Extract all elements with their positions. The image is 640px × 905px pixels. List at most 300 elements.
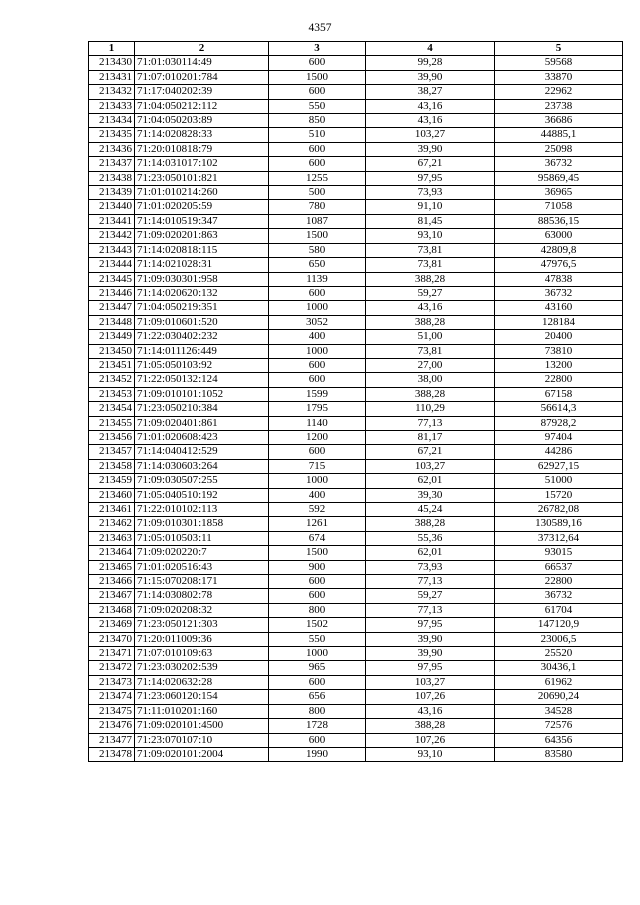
table-cell-col-3: 600 [269, 157, 366, 171]
table-cell-col-2: 71:05:040510:192 [135, 488, 269, 502]
table-cell-col-5: 95869,45 [495, 171, 623, 185]
table-cell-col-4: 39,90 [366, 70, 495, 84]
table-cell-col-5: 22800 [495, 373, 623, 387]
table-row [89, 387, 623, 401]
table-cell-col-1: 213458 [89, 459, 135, 473]
table-row [89, 575, 623, 589]
table-cell-col-2: 71:23:030202:539 [135, 661, 269, 675]
table-cell-col-4: 103,27 [366, 675, 495, 689]
table-row [89, 258, 623, 272]
table-cell-col-4: 388,28 [366, 387, 495, 401]
table-row [89, 560, 623, 574]
table-cell-col-3: 1728 [269, 719, 366, 733]
table-row [89, 56, 623, 70]
table-cell-col-5: 71058 [495, 200, 623, 214]
table-cell-col-1: 213431 [89, 70, 135, 84]
table-cell-col-1: 213455 [89, 416, 135, 430]
table-cell-col-3: 674 [269, 531, 366, 545]
table-cell-col-2: 71:23:050210:384 [135, 402, 269, 416]
table-row [89, 70, 623, 84]
table-cell-col-3: 600 [269, 675, 366, 689]
table-cell-col-4: 107,26 [366, 690, 495, 704]
table-cell-col-5: 20690,24 [495, 690, 623, 704]
table-cell-col-1: 213475 [89, 704, 135, 718]
table-row [89, 719, 623, 733]
table-cell-col-3: 510 [269, 128, 366, 142]
table-cell-col-5: 72576 [495, 719, 623, 733]
table-row [89, 618, 623, 632]
table-cell-col-1: 213463 [89, 531, 135, 545]
table-cell-col-1: 213468 [89, 603, 135, 617]
table-cell-col-1: 213439 [89, 186, 135, 200]
table-cell-col-5: 36732 [495, 157, 623, 171]
table-cell-col-4: 73,81 [366, 344, 495, 358]
table-row [89, 531, 623, 545]
table-cell-col-4: 73,81 [366, 258, 495, 272]
table-row [89, 402, 623, 416]
table-cell-col-3: 1000 [269, 344, 366, 358]
table-cell-col-3: 500 [269, 186, 366, 200]
table-cell-col-3: 550 [269, 632, 366, 646]
table-cell-col-4: 67,21 [366, 445, 495, 459]
column-header-3: 3 [269, 42, 366, 56]
table-cell-col-4: 45,24 [366, 503, 495, 517]
table-row [89, 474, 623, 488]
table-cell-col-5: 22962 [495, 85, 623, 99]
table-cell-col-3: 400 [269, 488, 366, 502]
table-cell-col-5: 56614,3 [495, 402, 623, 416]
table-cell-col-5: 23006,5 [495, 632, 623, 646]
table-row [89, 301, 623, 315]
table-cell-col-2: 71:14:010519:347 [135, 214, 269, 228]
table-row [89, 416, 623, 430]
table-cell-col-3: 1500 [269, 229, 366, 243]
table-cell-col-4: 67,21 [366, 157, 495, 171]
table-cell-col-5: 44885,1 [495, 128, 623, 142]
table-cell-col-2: 71:04:050219:351 [135, 301, 269, 315]
table-cell-col-4: 39,90 [366, 632, 495, 646]
table-cell-col-1: 213433 [89, 99, 135, 113]
table-cell-col-5: 147120,9 [495, 618, 623, 632]
table-cell-col-1: 213473 [89, 675, 135, 689]
table-cell-col-3: 650 [269, 258, 366, 272]
table-cell-col-4: 110,29 [366, 402, 495, 416]
table-cell-col-2: 71:09:020201:863 [135, 229, 269, 243]
table-cell-col-1: 213450 [89, 344, 135, 358]
table-cell-col-1: 213449 [89, 330, 135, 344]
table-cell-col-4: 27,00 [366, 358, 495, 372]
table-row [89, 171, 623, 185]
table-cell-col-1: 213443 [89, 243, 135, 257]
table-cell-col-5: 34528 [495, 704, 623, 718]
table-cell-col-4: 99,28 [366, 56, 495, 70]
table-row [89, 603, 623, 617]
table-row [89, 330, 623, 344]
table-cell-col-2: 71:04:050203:89 [135, 114, 269, 128]
table-cell-col-3: 600 [269, 445, 366, 459]
table-cell-col-4: 59,27 [366, 286, 495, 300]
table-cell-col-2: 71:07:010201:784 [135, 70, 269, 84]
table-cell-col-4: 39,90 [366, 142, 495, 156]
table-cell-col-3: 1200 [269, 430, 366, 444]
table-cell-col-2: 71:09:030507:255 [135, 474, 269, 488]
table-row [89, 286, 623, 300]
table-cell-col-2: 71:09:010301:1858 [135, 517, 269, 531]
table-cell-col-1: 213447 [89, 301, 135, 315]
table-cell-col-3: 1795 [269, 402, 366, 416]
table-cell-col-1: 213474 [89, 690, 135, 704]
table-cell-col-5: 59568 [495, 56, 623, 70]
table-cell-col-1: 213461 [89, 503, 135, 517]
table-row [89, 229, 623, 243]
table-cell-col-3: 1000 [269, 647, 366, 661]
table-row [89, 488, 623, 502]
table-cell-col-3: 1000 [269, 474, 366, 488]
table-cell-col-4: 107,26 [366, 733, 495, 747]
table-cell-col-5: 47976,5 [495, 258, 623, 272]
table-cell-col-3: 1500 [269, 546, 366, 560]
table-row [89, 459, 623, 473]
table-cell-col-3: 1255 [269, 171, 366, 185]
table-cell-col-1: 213469 [89, 618, 135, 632]
table-cell-col-2: 71:14:020818:115 [135, 243, 269, 257]
table-cell-col-5: 97404 [495, 430, 623, 444]
table-cell-col-5: 67158 [495, 387, 623, 401]
table-cell-col-5: 22800 [495, 575, 623, 589]
table-row [89, 214, 623, 228]
table-cell-col-5: 47838 [495, 272, 623, 286]
table-cell-col-2: 71:01:020205:59 [135, 200, 269, 214]
table-row [89, 647, 623, 661]
table-cell-col-1: 213471 [89, 647, 135, 661]
table-header [89, 42, 623, 56]
table-cell-col-1: 213472 [89, 661, 135, 675]
table-cell-col-2: 71:14:011126:449 [135, 344, 269, 358]
table-cell-col-5: 61962 [495, 675, 623, 689]
table-row [89, 546, 623, 560]
table-row [89, 733, 623, 747]
table-cell-col-2: 71:04:050212:112 [135, 99, 269, 113]
table-cell-col-1: 213459 [89, 474, 135, 488]
table-row [89, 445, 623, 459]
table-cell-col-3: 600 [269, 733, 366, 747]
table-row [89, 85, 623, 99]
table-row [89, 373, 623, 387]
table-cell-col-5: 130589,16 [495, 517, 623, 531]
table-cell-col-2: 71:09:020220:7 [135, 546, 269, 560]
table-cell-col-4: 43,16 [366, 704, 495, 718]
table-cell-col-2: 71:22:030402:232 [135, 330, 269, 344]
table-cell-col-2: 71:14:031017:102 [135, 157, 269, 171]
table-cell-col-3: 600 [269, 286, 366, 300]
table-cell-col-3: 600 [269, 358, 366, 372]
table-row [89, 747, 623, 761]
table-cell-col-1: 213453 [89, 387, 135, 401]
table-cell-col-1: 213435 [89, 128, 135, 142]
table-row [89, 675, 623, 689]
table-cell-col-4: 93,10 [366, 747, 495, 761]
table-row [89, 358, 623, 372]
table-cell-col-2: 71:17:040202:39 [135, 85, 269, 99]
table-cell-col-2: 71:20:011009:36 [135, 632, 269, 646]
table-cell-col-4: 388,28 [366, 719, 495, 733]
table-row [89, 430, 623, 444]
table-cell-col-2: 71:14:030603:264 [135, 459, 269, 473]
table-cell-col-2: 71:14:021028:31 [135, 258, 269, 272]
table-cell-col-5: 83580 [495, 747, 623, 761]
table-cell-col-5: 25098 [495, 142, 623, 156]
table-cell-col-5: 25520 [495, 647, 623, 661]
table-cell-col-2: 71:01:010214:260 [135, 186, 269, 200]
table-cell-col-1: 213457 [89, 445, 135, 459]
table-cell-col-5: 62927,15 [495, 459, 623, 473]
table-cell-col-3: 800 [269, 603, 366, 617]
table-cell-col-2: 71:09:020401:861 [135, 416, 269, 430]
table-cell-col-4: 73,81 [366, 243, 495, 257]
table-cell-col-4: 59,27 [366, 589, 495, 603]
table-cell-col-1: 213462 [89, 517, 135, 531]
table-cell-col-2: 71:14:040412:529 [135, 445, 269, 459]
table-cell-col-3: 1140 [269, 416, 366, 430]
table-cell-col-1: 213454 [89, 402, 135, 416]
table-cell-col-4: 103,27 [366, 459, 495, 473]
table-row [89, 128, 623, 142]
table-cell-col-3: 850 [269, 114, 366, 128]
table-cell-col-4: 388,28 [366, 315, 495, 329]
table-cell-col-2: 71:15:070208:171 [135, 575, 269, 589]
table-cell-col-1: 213477 [89, 733, 135, 747]
table-cell-col-3: 1990 [269, 747, 366, 761]
table-cell-col-5: 13200 [495, 358, 623, 372]
table-cell-col-1: 213446 [89, 286, 135, 300]
table-cell-col-2: 71:22:050132:124 [135, 373, 269, 387]
table-cell-col-3: 600 [269, 575, 366, 589]
table-cell-col-4: 73,93 [366, 186, 495, 200]
table-row [89, 503, 623, 517]
table-cell-col-2: 71:14:020632:28 [135, 675, 269, 689]
table-row [89, 344, 623, 358]
table-cell-col-1: 213430 [89, 56, 135, 70]
table-cell-col-1: 213464 [89, 546, 135, 560]
table-cell-col-3: 1087 [269, 214, 366, 228]
column-header-2: 2 [135, 42, 269, 56]
table-cell-col-4: 43,16 [366, 114, 495, 128]
table-cell-col-4: 39,90 [366, 647, 495, 661]
table-cell-col-3: 1261 [269, 517, 366, 531]
table-cell-col-2: 71:23:070107:10 [135, 733, 269, 747]
table-row [89, 142, 623, 156]
table-row [89, 200, 623, 214]
table-cell-col-1: 213467 [89, 589, 135, 603]
table-cell-col-4: 73,93 [366, 560, 495, 574]
table-row [89, 704, 623, 718]
table-cell-col-1: 213478 [89, 747, 135, 761]
table-cell-col-4: 93,10 [366, 229, 495, 243]
table-cell-col-3: 592 [269, 503, 366, 517]
table-cell-col-3: 965 [269, 661, 366, 675]
table-cell-col-3: 3052 [269, 315, 366, 329]
table-cell-col-1: 213476 [89, 719, 135, 733]
table-cell-col-3: 900 [269, 560, 366, 574]
table-row [89, 243, 623, 257]
table-cell-col-2: 71:09:010601:520 [135, 315, 269, 329]
table-cell-col-2: 71:07:010109:63 [135, 647, 269, 661]
table-cell-col-4: 103,27 [366, 128, 495, 142]
table-cell-col-3: 656 [269, 690, 366, 704]
table-body [89, 56, 623, 762]
table-cell-col-3: 600 [269, 373, 366, 387]
table-cell-col-1: 213456 [89, 430, 135, 444]
table-cell-col-5: 88536,15 [495, 214, 623, 228]
table-cell-col-2: 71:09:020208:32 [135, 603, 269, 617]
table-cell-col-2: 71:05:010503:11 [135, 531, 269, 545]
table-cell-col-5: 73810 [495, 344, 623, 358]
table-row [89, 157, 623, 171]
table-cell-col-4: 91,10 [366, 200, 495, 214]
table-cell-col-4: 43,16 [366, 99, 495, 113]
table-cell-col-1: 213451 [89, 358, 135, 372]
table-cell-col-4: 81,17 [366, 430, 495, 444]
table-row [89, 661, 623, 675]
table-row [89, 589, 623, 603]
table-cell-col-5: 44286 [495, 445, 623, 459]
table-cell-col-2: 71:05:050103:92 [135, 358, 269, 372]
table-cell-col-2: 71:23:050101:821 [135, 171, 269, 185]
table-cell-col-4: 388,28 [366, 272, 495, 286]
table-cell-col-5: 51000 [495, 474, 623, 488]
table-cell-col-2: 71:20:010818:79 [135, 142, 269, 156]
table-row [89, 114, 623, 128]
table-cell-col-3: 1500 [269, 70, 366, 84]
table-cell-col-2: 71:14:020828:33 [135, 128, 269, 142]
table-cell-col-5: 42809,8 [495, 243, 623, 257]
table-cell-col-5: 36732 [495, 286, 623, 300]
table-cell-col-1: 213441 [89, 214, 135, 228]
table-cell-col-5: 26782,08 [495, 503, 623, 517]
table-cell-col-4: 55,36 [366, 531, 495, 545]
table-cell-col-5: 30436,1 [495, 661, 623, 675]
table-row [89, 517, 623, 531]
table-cell-col-5: 36732 [495, 589, 623, 603]
table-cell-col-1: 213470 [89, 632, 135, 646]
table-cell-col-4: 51,00 [366, 330, 495, 344]
table-cell-col-4: 62,01 [366, 546, 495, 560]
table-cell-col-3: 1502 [269, 618, 366, 632]
table-cell-col-3: 715 [269, 459, 366, 473]
table-cell-col-3: 1139 [269, 272, 366, 286]
table-cell-col-4: 97,95 [366, 171, 495, 185]
table-cell-col-5: 23738 [495, 99, 623, 113]
table-cell-col-1: 213434 [89, 114, 135, 128]
table-row [89, 186, 623, 200]
table-cell-col-5: 36686 [495, 114, 623, 128]
table-cell-col-4: 77,13 [366, 416, 495, 430]
table-cell-col-1: 213442 [89, 229, 135, 243]
table-cell-col-3: 580 [269, 243, 366, 257]
table-cell-col-2: 71:14:020620:132 [135, 286, 269, 300]
table-cell-col-2: 71:23:060120:154 [135, 690, 269, 704]
table-cell-col-1: 213448 [89, 315, 135, 329]
table-cell-col-4: 77,13 [366, 603, 495, 617]
table-cell-col-3: 600 [269, 142, 366, 156]
table-cell-col-4: 62,01 [366, 474, 495, 488]
table-cell-col-1: 213466 [89, 575, 135, 589]
table-cell-col-4: 81,45 [366, 214, 495, 228]
table-cell-col-1: 213460 [89, 488, 135, 502]
table-cell-col-4: 388,28 [366, 517, 495, 531]
table-cell-col-4: 38,27 [366, 85, 495, 99]
table-cell-col-1: 213440 [89, 200, 135, 214]
table-cell-col-1: 213445 [89, 272, 135, 286]
table-row [89, 99, 623, 113]
table-cell-col-3: 1000 [269, 301, 366, 315]
table-cell-col-1: 213444 [89, 258, 135, 272]
table-cell-col-3: 400 [269, 330, 366, 344]
table-cell-col-4: 43,16 [366, 301, 495, 315]
table-row [89, 272, 623, 286]
table-cell-col-2: 71:01:030114:49 [135, 56, 269, 70]
table-cell-col-3: 550 [269, 99, 366, 113]
table-cell-col-1: 213465 [89, 560, 135, 574]
header-row [89, 42, 623, 56]
table-cell-col-4: 38,00 [366, 373, 495, 387]
table-cell-col-2: 71:22:010102:113 [135, 503, 269, 517]
table-cell-col-3: 800 [269, 704, 366, 718]
table-cell-col-2: 71:01:020516:43 [135, 560, 269, 574]
table-cell-col-4: 97,95 [366, 618, 495, 632]
table-cell-col-4: 77,13 [366, 575, 495, 589]
table-cell-col-2: 71:23:050121:303 [135, 618, 269, 632]
table-cell-col-1: 213438 [89, 171, 135, 185]
table-cell-col-5: 66537 [495, 560, 623, 574]
table-cell-col-2: 71:09:030301:958 [135, 272, 269, 286]
table-cell-col-5: 20400 [495, 330, 623, 344]
table-cell-col-2: 71:09:020101:4500 [135, 719, 269, 733]
table-cell-col-3: 600 [269, 85, 366, 99]
table-cell-col-5: 36965 [495, 186, 623, 200]
data-table [88, 41, 623, 762]
table-cell-col-3: 1599 [269, 387, 366, 401]
table-cell-col-5: 128184 [495, 315, 623, 329]
table-cell-col-5: 63000 [495, 229, 623, 243]
table-cell-col-3: 780 [269, 200, 366, 214]
table-cell-col-3: 600 [269, 589, 366, 603]
table-row [89, 632, 623, 646]
table-cell-col-5: 37312,64 [495, 531, 623, 545]
table-cell-col-1: 213452 [89, 373, 135, 387]
table-cell-col-1: 213432 [89, 85, 135, 99]
table-cell-col-2: 71:01:020608:423 [135, 430, 269, 444]
column-header-5: 5 [495, 42, 623, 56]
table-row [89, 690, 623, 704]
table-cell-col-5: 93015 [495, 546, 623, 560]
column-header-1: 1 [89, 42, 135, 56]
table-cell-col-5: 87928,2 [495, 416, 623, 430]
table-cell-col-5: 43160 [495, 301, 623, 315]
table-cell-col-5: 61704 [495, 603, 623, 617]
table-cell-col-3: 600 [269, 56, 366, 70]
table-row [89, 315, 623, 329]
table-cell-col-2: 71:11:010201:160 [135, 704, 269, 718]
table-cell-col-2: 71:09:020101:2004 [135, 747, 269, 761]
table-cell-col-1: 213437 [89, 157, 135, 171]
table-cell-col-4: 97,95 [366, 661, 495, 675]
column-header-4: 4 [366, 42, 495, 56]
table-cell-col-5: 15720 [495, 488, 623, 502]
table-cell-col-1: 213436 [89, 142, 135, 156]
table-cell-col-2: 71:09:010101:1052 [135, 387, 269, 401]
table-cell-col-5: 33870 [495, 70, 623, 84]
